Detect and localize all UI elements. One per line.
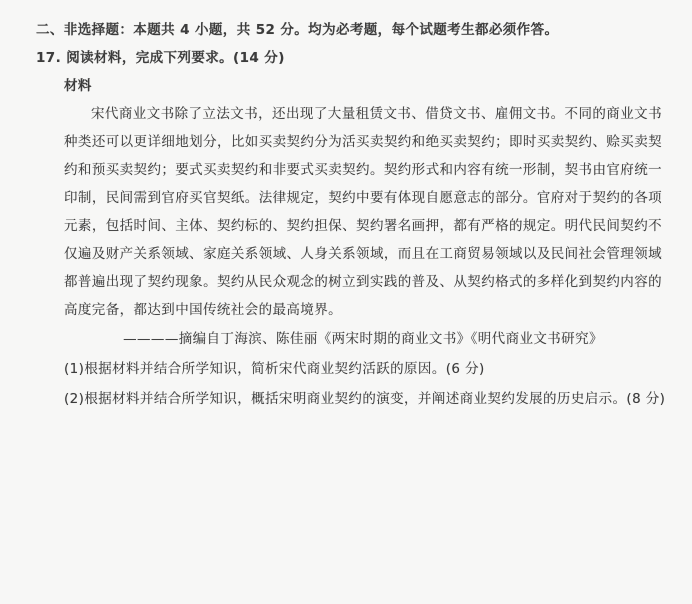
question-17-intro: 阅读材料，完成下列要求。(14 分)	[66, 50, 285, 66]
sub-question-1: (1)根据材料并结合所学知识，简析宋代商业契约活跃的原因。(6 分)	[64, 361, 485, 377]
question-17-heading	[36, 44, 662, 72]
sub-question-2: (2)根据材料并结合所学知识，概括宋明商业契约的演变，并阐述商业契约发展的历史启示。(8 分)	[64, 391, 666, 407]
material-label: 材料	[64, 78, 92, 94]
question-17-number: 17.	[36, 50, 62, 66]
source-attribution: ————摘编自丁海滨、陈佳丽《两宋时期的商业文书》《明代商业文书研究》	[123, 331, 603, 347]
section-header: 二、非选择题：本题共 4 小题，共 52 分。均为必考题，每个试题考生都必须作答。	[36, 22, 559, 38]
material-paragraph: 宋代商业文书除了立法文书，还出现了大量租赁文书、借贷文书、雇佣文书。不同的商业文书种类还可以更详细地划分，比如买卖契约分为活买卖契约和绝买卖契约；即时买卖契约、赊买卖契约和预买卖契约；要式买卖契约和非要式买卖契约。契约形式和内容有统一形制，契书由官府统一印制，民间需到官府买官契纸。法律规定，契约中要有体现自愿意志的部分。官府对于契约的各项元素，包括时间、主体、契约标的、契约担保、契约署名画押，都有严格的规定。明代民间契约不仅遍及财产关系领域、家庭关系领域、人身关系领域，而且在工商贸易领域以及民间社会管理领域都普遍出现了契约现象。契约从民众观念的树立到实践的普及、从契约格式的多样化到契约内容的高度完备，都达到中国传统社会的最高境界。	[64, 106, 662, 318]
